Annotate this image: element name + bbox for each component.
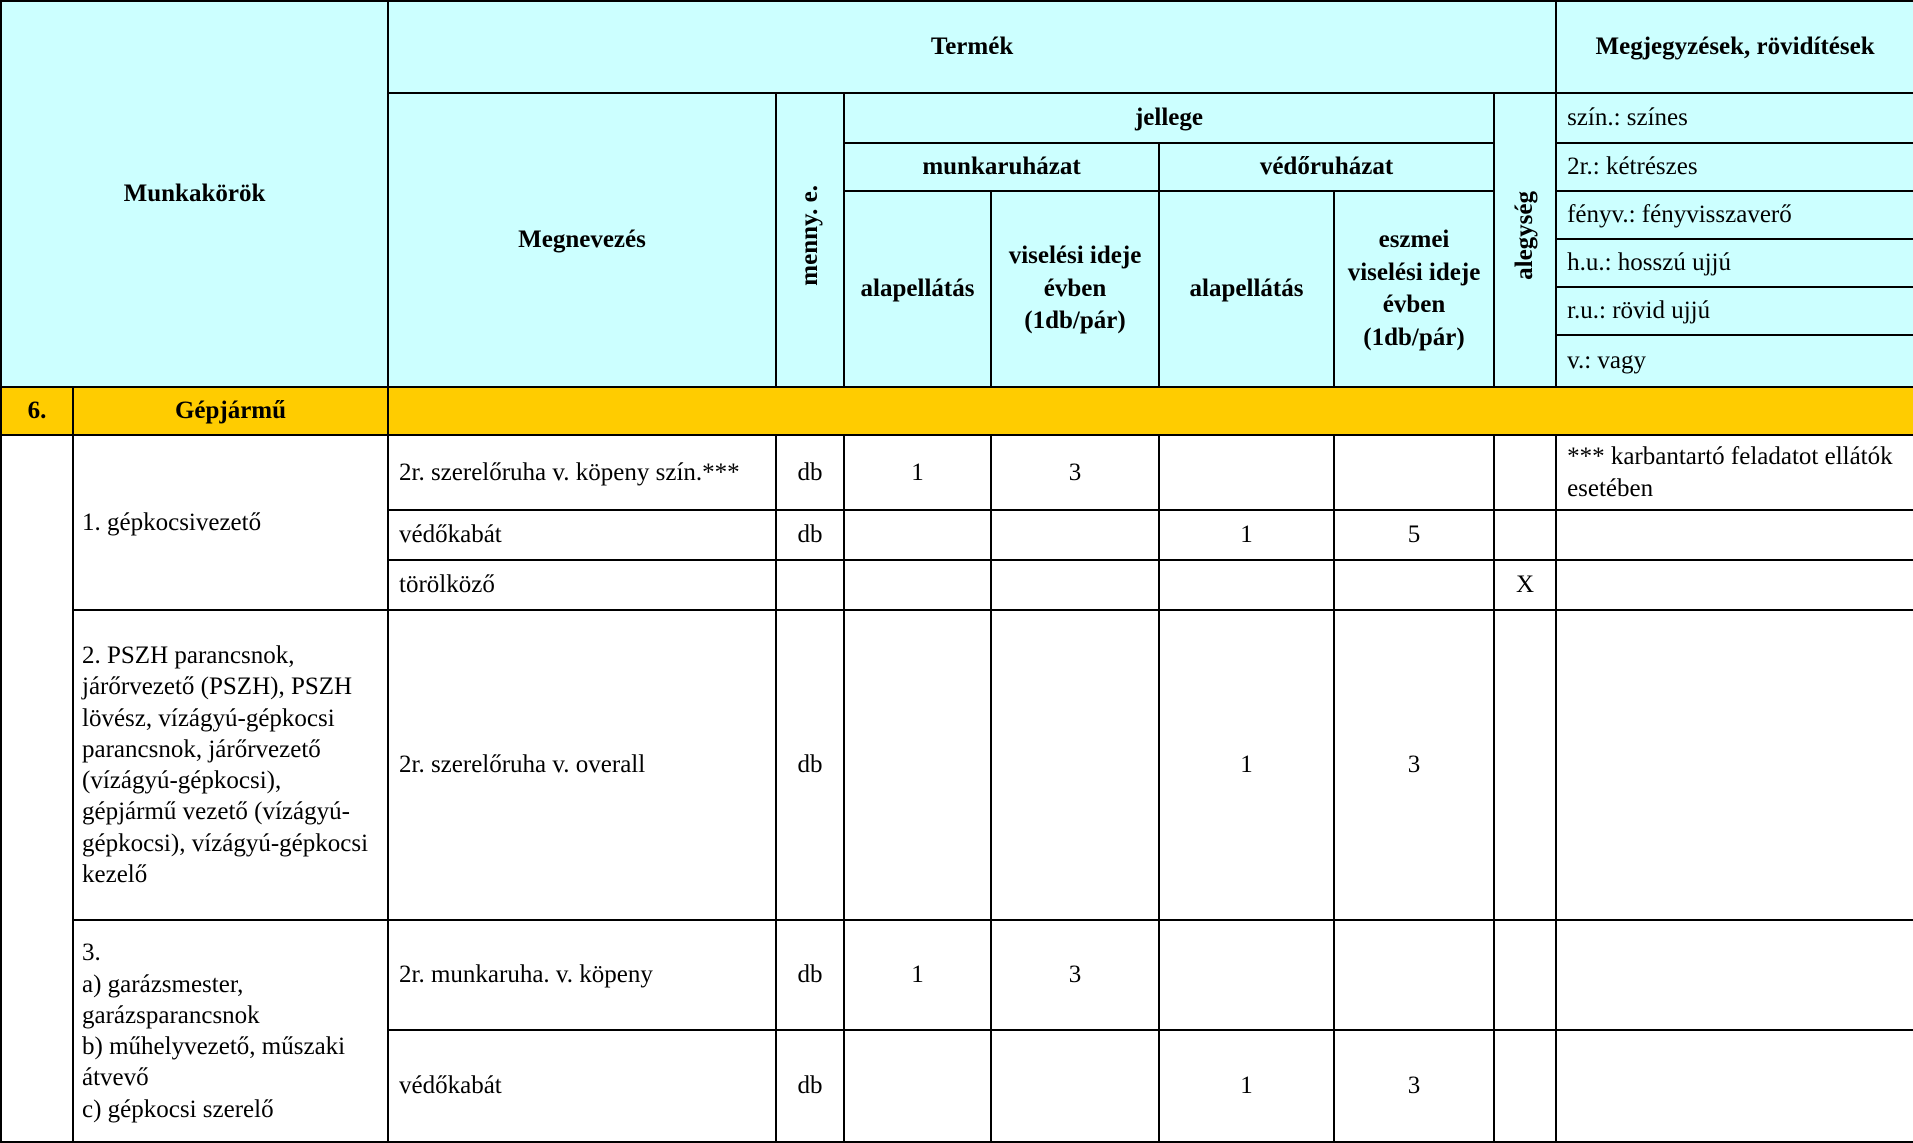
item-note [1556,610,1913,920]
section-number: 6. [1,387,73,435]
item-vr-ido [1334,435,1494,510]
item-mr-alap [844,1030,991,1142]
item-note [1556,1030,1913,1142]
abbrev-ru: r.u.: rövid ujjú [1556,287,1913,335]
item-note [1556,510,1913,560]
item-alegyseg [1494,610,1556,920]
item-vr-alap: 1 [1159,510,1334,560]
abbrev-hu: h.u.: hosszú ujjú [1556,239,1913,287]
role-3-c: c) gépkocsi szerelő [82,1095,274,1123]
item-name: 2r. szerelőruha v. köpeny szín.*** [388,435,776,510]
abbrev-fenyv: fényv.: fényvisszaverő [1556,191,1913,239]
role-2: 2. PSZH parancsnok, járőrvezető (PSZH), PSZH lövész, vízágyú-gépkocsi parancsnok, járőrvezető (vízágyú-gépkocsi), gépjármű vezető (vízágyú-gépkocsi), vízágyú-gépkocsi kezelő [73,610,388,920]
role-3-b: b) műhelyvezető, műszaki átvevő [82,1033,346,1092]
section-fill [388,387,1913,435]
item-alegyseg [1494,435,1556,510]
item-vr-ido: 3 [1334,610,1494,920]
item-note: *** karbantartó feladatot ellátók esetében [1556,435,1913,510]
item-name: törölköző [388,560,776,610]
item-vr-ido [1334,920,1494,1030]
section-title: Gépjármű [73,387,388,435]
item-mr-ido [991,510,1159,560]
header-alegyseg: alegység [1494,93,1556,387]
abbrev-szin: szín.: színes [1556,93,1913,143]
item-mr-ido: 3 [991,435,1159,510]
section-number-empty [1,435,73,1142]
item-mr-ido [991,610,1159,920]
item-vr-alap: 1 [1159,610,1334,920]
role-1: 1. gépkocsivezető [73,435,388,610]
item-vr-alap [1159,560,1334,610]
item-unit: db [776,435,844,510]
item-alegyseg [1494,510,1556,560]
item-name: 2r. munkaruha. v. köpeny [388,920,776,1030]
item-alegyseg: X [1494,560,1556,610]
item-vr-ido [1334,560,1494,610]
item-vr-alap [1159,435,1334,510]
header-megjegyzesek: Megjegyzések, rövidítések [1556,1,1913,93]
item-name: védőkabát [388,1030,776,1142]
item-mr-alap [844,510,991,560]
header-munkaruhazat: munkaruházat [844,143,1159,191]
header-viselesi-ideje: viselési ideje évben (1db/pár) [991,191,1159,387]
item-mr-ido [991,1030,1159,1142]
item-mr-alap: 1 [844,435,991,510]
abbrev-v: v.: vagy [1556,335,1913,387]
header-vedoruhazat: védőruházat [1159,143,1494,191]
item-mr-alap [844,610,991,920]
item-unit: db [776,510,844,560]
role-3-a: a) garázsmester, garázsparancsnok [82,970,260,1029]
item-vr-ido: 3 [1334,1030,1494,1142]
item-alegyseg [1494,1030,1556,1142]
abbrev-2r: 2r.: kétrészes [1556,143,1913,191]
item-alegyseg [1494,920,1556,1030]
role-3-title: 3. [82,939,101,967]
item-vr-alap: 1 [1159,1030,1334,1142]
header-alapellatas-vedo: alapellátás [1159,191,1334,387]
header-megnevezes: Megnevezés [388,93,776,387]
role-3 [73,920,388,1142]
item-vr-ido: 5 [1334,510,1494,560]
item-note [1556,560,1913,610]
item-unit: db [776,610,844,920]
header-menny-e: menny. e. [776,93,844,387]
header-eszmei-viselesi: eszmei viselési ideje évben (1db/pár) [1334,191,1494,387]
header-alapellatas-munka: alapellátás [844,191,991,387]
item-mr-ido: 3 [991,920,1159,1030]
header-termek: Termék [388,1,1556,93]
item-name: 2r. szerelőruha v. overall [388,610,776,920]
header-jellege: jellege [844,93,1494,143]
item-unit: db [776,1030,844,1142]
item-note [1556,920,1913,1030]
item-unit: db [776,920,844,1030]
item-name: védőkabát [388,510,776,560]
item-mr-ido [991,560,1159,610]
header-munkakorok: Munkakörök [1,1,388,387]
item-mr-alap: 1 [844,920,991,1030]
item-mr-alap [844,560,991,610]
item-unit [776,560,844,610]
item-vr-alap [1159,920,1334,1030]
